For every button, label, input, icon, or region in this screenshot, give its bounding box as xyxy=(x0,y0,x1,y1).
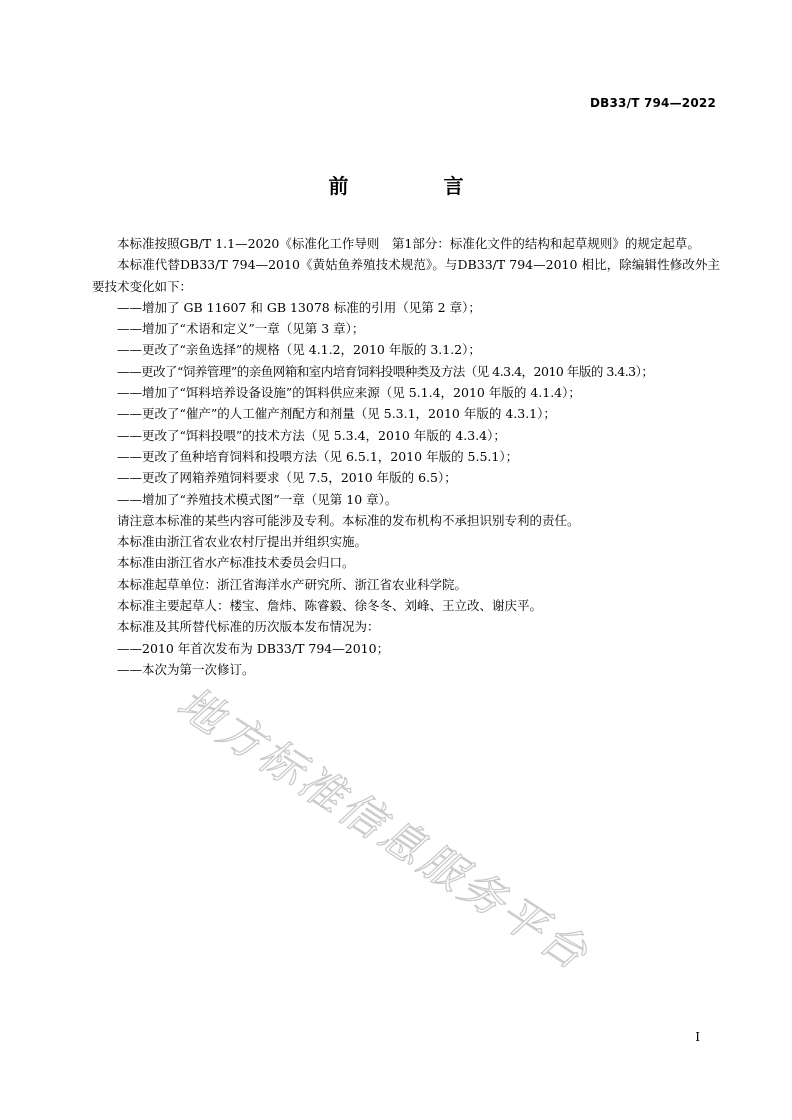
history-intro: 本标准及其所替代标准的历次版本发布情况为： xyxy=(117,619,380,635)
foreword-body xyxy=(92,233,720,680)
change-item: ——增加了“养殖技术模式图”一章（见第 10 章）。 xyxy=(117,491,398,507)
patent-statement: 请注意本标准的某些内容可能涉及专利。本标准的发布机构不承担识别专利的责任。 xyxy=(117,512,580,528)
page-title: 前 言 xyxy=(328,174,508,198)
change-item: ——更改了“催产”的人工催产剂配方和剂量（见 5.3.1，2010 年版的 4.3.1）； xyxy=(117,406,556,422)
change-item: ——增加了“术语和定义”一章（见第 3 章）； xyxy=(117,321,365,337)
change-item: ——更改了“亲鱼选择”的规格（见 4.1.2，2010 年版的 3.1.2）； xyxy=(117,342,481,358)
paragraph-replacement: 本标准代替DB33/T 794—2010《黄姑鱼养殖技术规范》。与DB33/T 794—2010 相比，除编辑性修改外主要技术变化如下： xyxy=(92,257,720,294)
drafting-units: 本标准起草单位：浙江省海洋水产研究所、浙江省农业科学院。 xyxy=(117,576,468,592)
page-number: I xyxy=(695,1030,700,1044)
watermark: 地方标准信息服务平台 xyxy=(168,677,599,982)
committee-statement: 本标准由浙江省水产标准技术委员会归口。 xyxy=(117,555,355,571)
change-item: ——更改了网箱养殖饲料要求（见 7.5，2010 年版的 6.5）； xyxy=(117,470,457,486)
history-item: ——2010 年首次发布为 DB33/T 794—2010； xyxy=(117,640,390,656)
change-item: ——更改了鱼种培育饲料和投喂方法（见 6.5.1，2010 年版的 5.5.1）； xyxy=(117,448,519,464)
proposer-statement: 本标准由浙江省农业农村厅提出并组织实施。 xyxy=(117,534,368,550)
history-item: ——本次为第一次修订。 xyxy=(117,661,255,677)
change-item: ——增加了 GB 11607 和 GB 13078 标准的引用（见第 2 章）； xyxy=(117,299,481,315)
drafters: 本标准主要起草人：楼宝、詹炜、陈睿毅、徐冬冬、刘峰、王立改、谢庆平。 xyxy=(117,598,543,614)
standard-code: DB33/T 794—2022 xyxy=(590,96,716,110)
change-item: ——增加了“饵料培养设备设施”的饵料供应来源（见 5.1.4，2010 年版的 4.1.4）； xyxy=(117,385,581,401)
change-item: ——更改了“饲养管理”的亲鱼网箱和室内培育饲料投喂种类及方法（见 4.3.4，2010 年版的 3.4.3）； xyxy=(117,363,654,379)
paragraph-drafting-rules: 本标准按照GB/T 1.1—2020《标准化工作导则 第1部分：标准化文件的结构和起草规则》的规定起草。 xyxy=(117,236,700,251)
change-item: ——更改了“饵料投喂”的技术方法（见 5.3.4，2010 年版的 4.3.4）； xyxy=(117,427,506,443)
